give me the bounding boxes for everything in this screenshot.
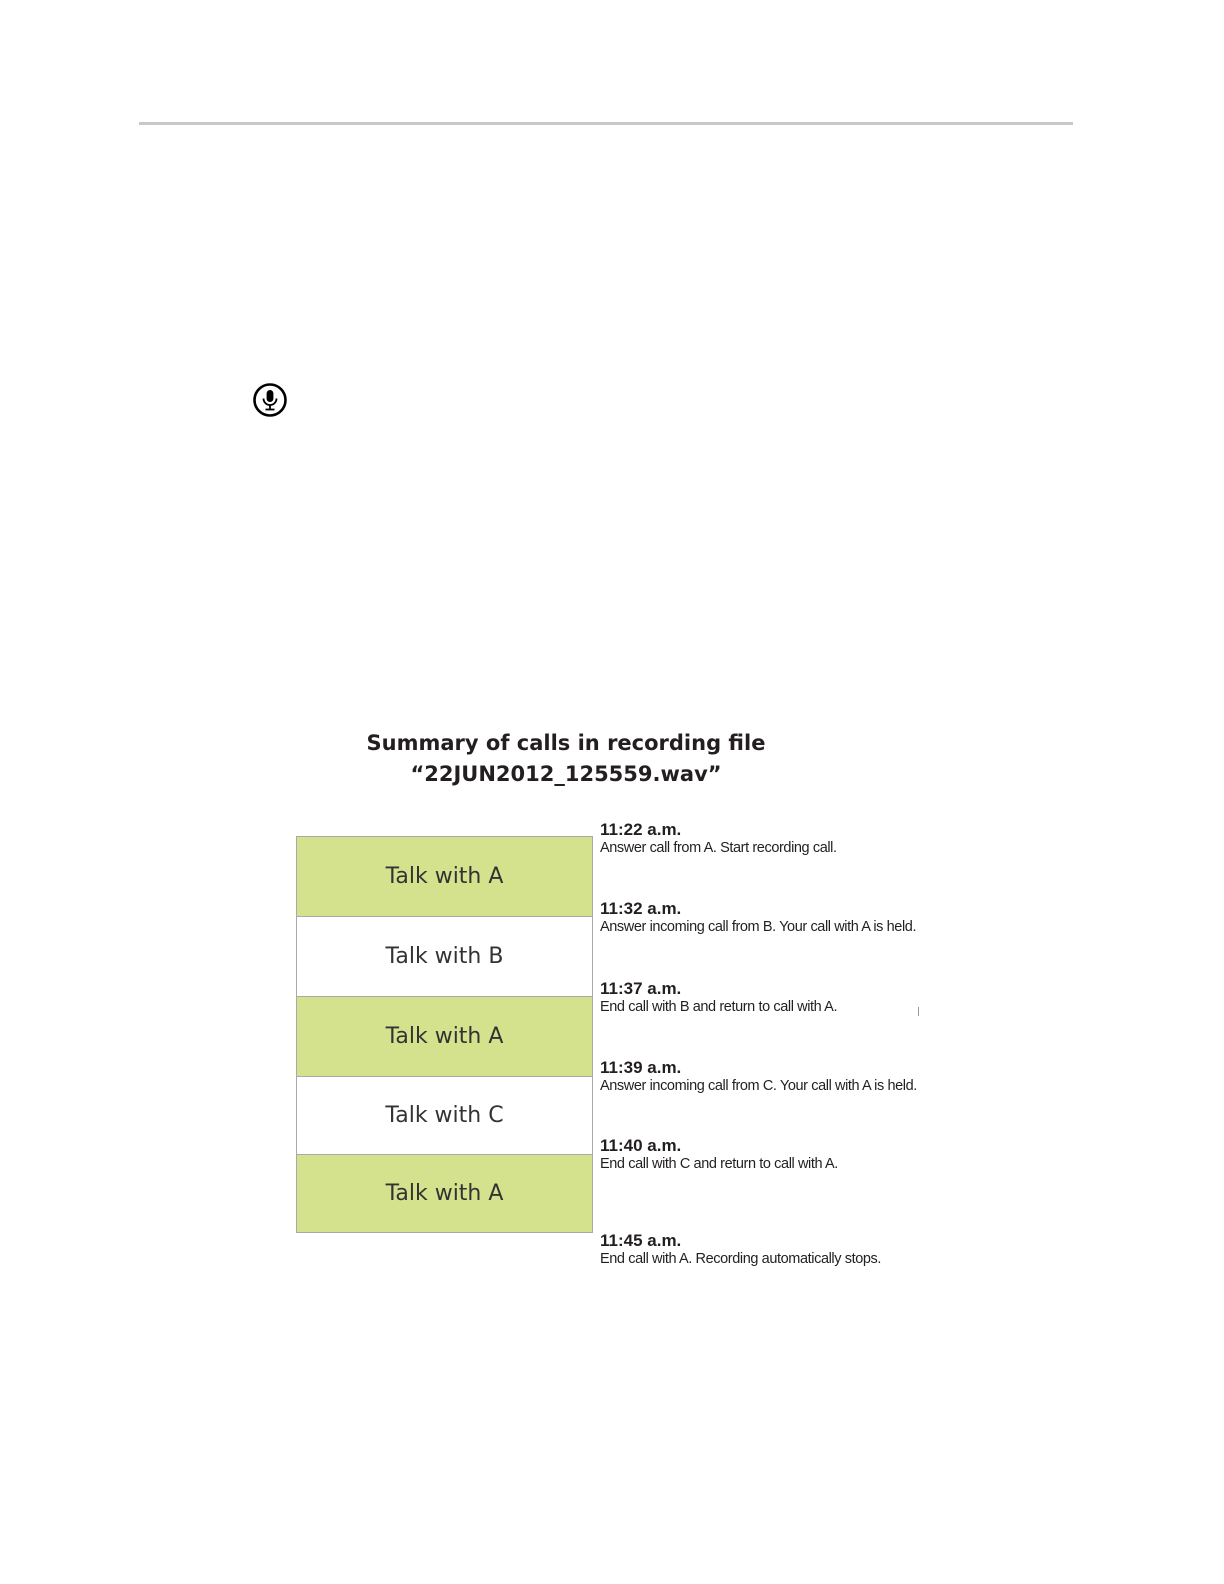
- event-time: 11:39 a.m.: [600, 1058, 682, 1077]
- call-block-5: [297, 1154, 592, 1232]
- event-description: Answer call from A. Start recording call.: [600, 840, 837, 856]
- event-description: End call with A. Recording automatically stops.: [600, 1251, 882, 1267]
- event-description: Answer incoming call from C. Your call with A is held.: [600, 1078, 917, 1094]
- call-block-label: Talk with B: [385, 944, 504, 969]
- call-block-3: [297, 996, 592, 1076]
- event-time: 11:37 a.m.: [600, 979, 682, 998]
- event-description: End call with C and return to call with A.: [600, 1156, 838, 1172]
- event-description: End call with B and return to call with A.: [600, 999, 838, 1015]
- header-rule: [139, 122, 1073, 125]
- event-time: 11:32 a.m.: [600, 899, 682, 918]
- call-block-1: [297, 837, 592, 916]
- event-time: 11:45 a.m.: [600, 1231, 682, 1250]
- diagram-title-line2: “22JUN2012_125559.wav”: [410, 762, 722, 786]
- stray-mark: [918, 1007, 919, 1016]
- microphone-note-icon: [252, 382, 288, 418]
- event-6: [600, 1231, 930, 1268]
- event-3: [600, 979, 930, 1016]
- event-4: [600, 1058, 930, 1095]
- event-5: [600, 1136, 930, 1173]
- call-block-label: Talk with A: [385, 864, 504, 889]
- event-time: 11:22 a.m.: [600, 820, 682, 839]
- event-2: [600, 899, 930, 936]
- call-block-label: Talk with C: [385, 1103, 504, 1128]
- call-block-2: [297, 916, 592, 996]
- event-description: Answer incoming call from B. Your call with A is held.: [600, 919, 917, 935]
- call-block-label: Talk with A: [385, 1024, 504, 1049]
- call-block-4: [297, 1076, 592, 1154]
- event-1: [600, 820, 930, 857]
- call-block-label: Talk with A: [385, 1181, 504, 1206]
- event-time: 11:40 a.m.: [600, 1136, 682, 1155]
- diagram-title: [300, 728, 832, 790]
- call-blocks: [296, 836, 593, 1233]
- diagram-title-line1: Summary of calls in recording file: [366, 731, 766, 755]
